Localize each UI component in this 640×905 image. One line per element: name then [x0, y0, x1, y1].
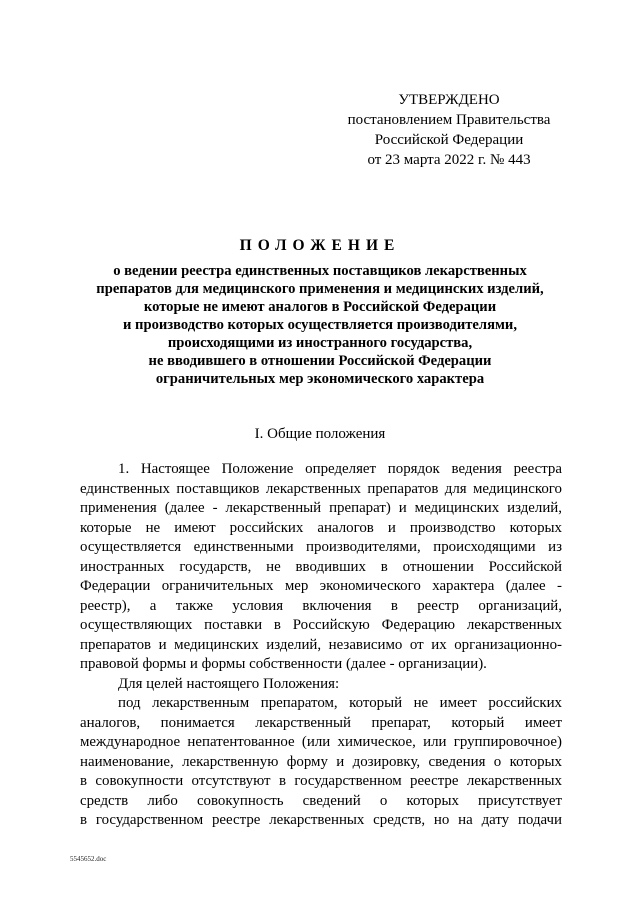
subtitle-line: о ведении реестра единственных поставщиков лекарственных: [113, 263, 527, 279]
paragraph-3-line: под лекарственным препаратом, который не имеет российских: [118, 695, 562, 711]
paragraph-1-line: осуществляющих поставки в Российскую Федерацию лекарственных: [80, 617, 562, 633]
paragraph-3-line: наименование, лекарственную форму и дозировку, сведения о которых: [80, 753, 562, 770]
subtitle-line: происходящими из иностранного государства,: [167, 335, 473, 351]
paragraph-3-line: в совокупности отсутствуют в государственном реестре лекарственных: [80, 773, 562, 789]
document-subtitle: [60, 262, 580, 388]
paragraph-3-line: в государственном реестре лекарственных средств, но на дату подачи: [80, 812, 562, 828]
paragraph-1-line: правовой формы и формы собственности (далее - организации).: [80, 656, 487, 672]
paragraph-3-line: международное непатентованное (или химическое, или группировочное): [80, 734, 562, 750]
document-title: ПОЛОЖЕНИЕ: [239, 237, 401, 254]
paragraph-1-line: единственных поставщиков лекарственных препаратов для медицинского: [80, 480, 562, 497]
subtitle-line: ограничительных мер экономического характера: [155, 371, 485, 387]
paragraph-1-line: 1. Настоящее Положение определяет порядок ведения реестра: [118, 461, 562, 477]
paragraph-1-line: Федерации ограничительных мер экономического характера (далее -: [80, 578, 562, 594]
subtitle-line: не вводившего в отношении Российской Федерации: [148, 353, 492, 369]
paragraph-1-line: иностранных государств, не вводивших в отношении Российской: [80, 558, 562, 575]
paragraph-3-line: средств либо совокупность сведений о которых присутствует: [80, 792, 562, 809]
approval-stamp: УТВЕРЖДЕНО: [398, 92, 500, 108]
file-name-footer: 5545652.doc: [70, 855, 107, 863]
paragraph-1-line: которые не имеют российских аналогов и производство которых: [80, 519, 562, 536]
paragraph-1-line: осуществляется единственными производителями, происходящими из: [80, 539, 562, 555]
approval-authority: постановлением Правительства: [347, 112, 551, 128]
paragraph-3-line: аналогов, понимается лекарственный препарат, который имеет: [80, 714, 562, 731]
subtitle-line: которые не имеют аналогов в Российской Федерации: [143, 299, 497, 315]
subtitle-line: и производство которых осуществляется производителями,: [122, 317, 517, 333]
approval-government: Российской Федерации: [374, 132, 524, 148]
paragraph-1-line: применения (далее - лекарственный препарат) и медицинских изделий,: [80, 500, 562, 516]
subtitle-line: препаратов для медицинского применения и медицинских изделий,: [96, 281, 544, 297]
approval-date-number: от 23 марта 2022 г. № 443: [367, 152, 531, 168]
paragraph-1-line: реестр), а также условия включения в реестр организаций,: [80, 597, 562, 614]
paragraph-2-line: Для целей настоящего Положения:: [118, 675, 340, 692]
document-body: [80, 460, 562, 831]
paragraph-1-line: препаратов и медицинских изделий, независимо от их организационно-: [80, 636, 562, 653]
section-heading: I. Общие положения: [254, 426, 386, 442]
